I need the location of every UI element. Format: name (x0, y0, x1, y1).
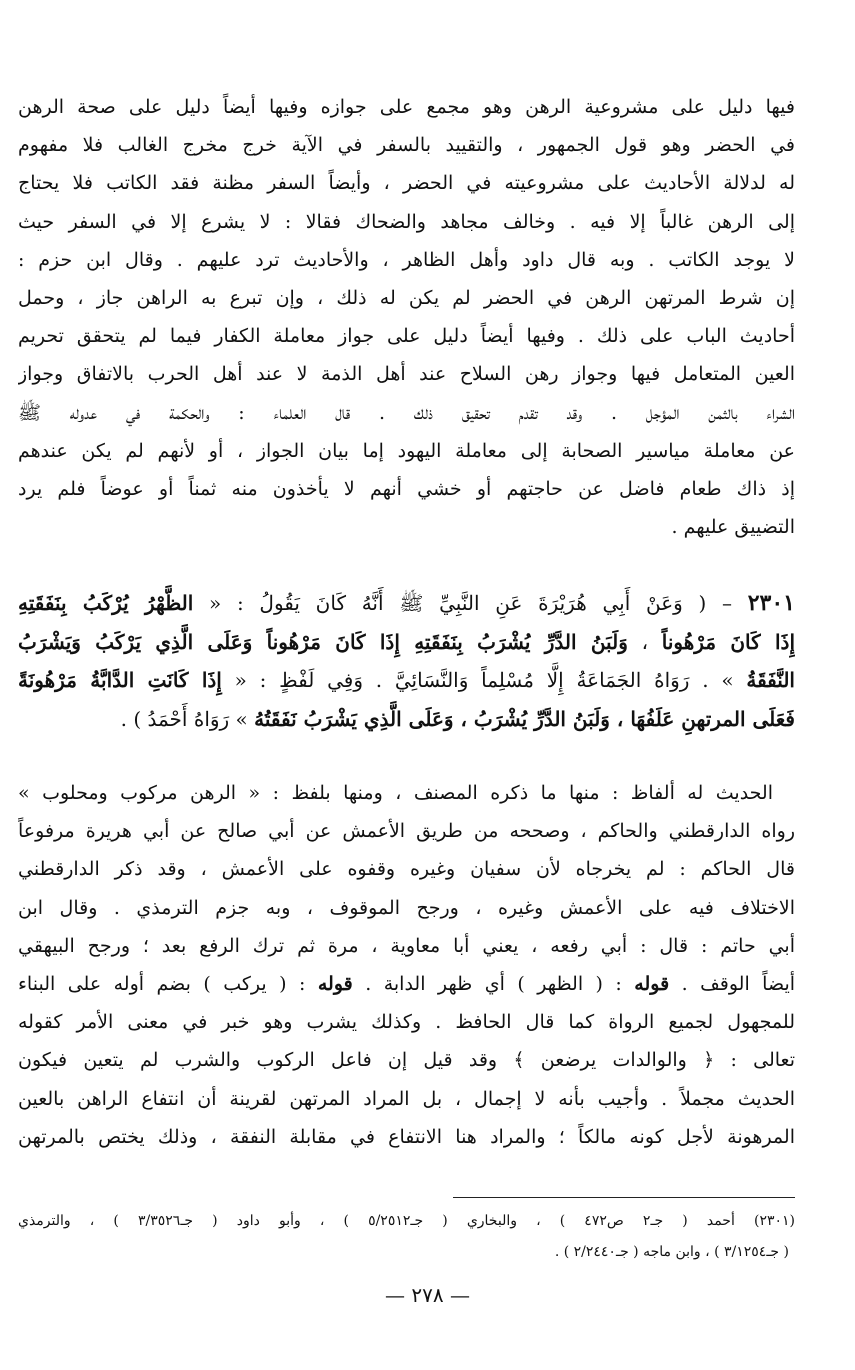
commentary-line: قال الحاكم : لم يخرجاه لأن سفيان وغيره وقفوه على الأعمش ، وقد ذكر الدارقطني (18, 858, 795, 881)
commentary-line: الاختلاف فيه على الأعمش وغيره ، ورجح الموقوف ، وبه جزم الترمذي . وقال ابن (18, 896, 795, 919)
hadith-line (18, 623, 795, 662)
text-line: العين المتعامل فيها وجواز رهن السلاح عند أهل الذمة لا عند أهل الحرب بالاتفاق وجواز (18, 363, 795, 386)
page-number: — ٢٧٨ — (385, 1283, 470, 1307)
hadith-line (18, 584, 795, 623)
footnote-line: (٢٣٠١) أحمد ( جـ٢ ص٤٧٢ ) ، والبخاري ( جـ٥/٢٥١٢ ) ، وأبو داود ( جـ٣/٣٥٢٦ ) ، والترمذي (18, 1213, 795, 1229)
commentary-paragraph (18, 774, 795, 1156)
commentary-text: : ( يركب ) بضم أوله على البناء (18, 973, 318, 996)
text-line: فيها دليل على مشروعية الرهن وهو مجمع على جوازه وفيها أيضاً دليل على صحة الرهن (18, 96, 795, 118)
hadith-matn: وَلَبَنُ الدَّرِّ يُشْرَبُ بِنَفَقَتِهِ إِذَا كَانَ مَرْهُوناً وَعَلَى الَّذِي يَرْكَبُ وَيَشْرَبُ (18, 629, 628, 654)
commentary-text: : ( الظهر ) أي ظهر الدابة . (352, 973, 635, 996)
text-line: عن معاملة مياسير الصحابة إلى معاملة اليهود إما بيان الجواز ، أو لأنهم لم يكن عندهم (18, 439, 795, 462)
hadith-line (18, 661, 795, 700)
text-line: لا يوجد الكاتب . وبه قال داود وأهل الظاهر ، والأحاديث ترد عليهم . وقال ابن حزم : (18, 248, 795, 271)
text-line: الشراء بالثمن المؤجل . وقد تقدم تحقيق ذلك . قال العلماء : والحكمة في عدوله ﷺ (18, 401, 795, 424)
hadith-matn: إِذَا كَانَ مَرْهُوناً (661, 629, 795, 654)
text-line: إن شرط المرتهن الرهن في الحضر لم يكن له ذلك ، وإن تبرع به الراهن جاز ، وحمل (18, 287, 795, 310)
hadith-text: ، (627, 629, 662, 654)
text-line: إلى الرهن غالباً إلا فيه . وخالف مجاهد والضحاك فقالا : لا يشرع إلا في السفر حيث (18, 210, 795, 233)
commentary-line: المرهونة لأجل كونه مالكاً ؛ والمراد هنا الانتفاع في مقابلة النفقة ، وذلك يختص بالمرتهن (18, 1125, 795, 1148)
commentary-line: تعالى : ﴿ والوالدات يرضعن ﴾ وقد قيل إن فاعل الركوب والشرب لم يتعين فيكون (18, 1049, 795, 1072)
footnote-divider (453, 1197, 795, 1198)
text-line: إذ ذاك طعام فاضل عن حاجتهم أو خشي أنهم لا يأخذون منه ثمناً أو عوضاً فلم يرد (18, 478, 795, 501)
hadith-text: » . رَوَاهُ الجَمَاعَةُ إِلَّا مُسْلِماً وَالنَّسَائِيَّ . وَفِي لَفْظٍ : « (221, 668, 747, 692)
hadith-matn: الظَّهْرُ يُرْكَبُ بِنَفَقَتِهِ (18, 591, 194, 615)
text-line: له لدلالة الأحاديث على مشروعيته في الحضر ، وأيضاً السفر مظنة فقد الكاتب فلا يحتاج (18, 172, 795, 195)
hadith-text: – ( وَعَنْ أَبِي هُرَيْرَةَ عَنِ النَّبِيِّ ﷺ أَنَّهُ كَانَ يَقُولُ : « (193, 591, 748, 615)
qawluhu-marker: قوله (634, 973, 670, 996)
commentary-line: أبي حاتم : قال : أبي رفعه ، يعني أبا معاوية ، مرة ثم ترك الرفع بعد ؛ ورجح البيهقي (18, 934, 795, 957)
hadith-text: » رَوَاهُ أَحْمَدُ ) . (120, 706, 255, 731)
qawluhu-marker: قوله (317, 973, 353, 996)
text-line: في الحضر وهو قول الجمهور ، والتقييد بالسفر في الآية خرج مخرج الغالب فلا مفهوم (18, 134, 795, 157)
hadith-line (18, 700, 795, 739)
commentary-line: الحديث له ألفاظ : منها ما ذكره المصنف ، ومنها بلفظ : « الرهن مركوب ومحلوب » (18, 782, 773, 804)
commentary-line: رواه الدارقطني والحاكم ، وصححه من طريق الأعمش عن أبي صالح عن أبي هريرة مرفوعاً (18, 820, 795, 843)
hadith-matn: إِذَا كَانَتِ الدَّابَّةُ مَرْهُونَةً (18, 668, 222, 692)
commentary-text: أيضاً الوقف . (669, 973, 795, 996)
commentary-line: الحديث مجملاً . وأجيب بأنه لا إجمال ، بل المراد المرتهن لقرينة أن انتفاع الراهن بالعين (18, 1087, 795, 1110)
text-line: التضييق عليهم . (671, 516, 795, 539)
text-line: أحاديث الباب على ذلك . وفيها أيضاً دليل على جواز معاملة الكفار فيما لم يتحقق تحريم (18, 325, 795, 348)
main-paragraph (18, 88, 795, 546)
hadith-matn: فَعَلَى المرتهنِ عَلَفُهَا ، وَلَبَنُ الدَّرِّ يُشْرَبُ ، وَعَلَى الَّذِي يَشْرَبُ نَفَقَتُهُ (254, 706, 795, 731)
commentary-line: للمجهول لجميع الرواة كما قال الحافظ . وكذلك يشرب وهو خبر في معنى الأمر كقوله (18, 1011, 795, 1034)
commentary-line (18, 965, 795, 1003)
hadith-block (18, 584, 795, 738)
footnote (18, 1206, 795, 1268)
footnote-line: ( جـ٣/١٢٥٤ ) ، وابن ماجه ( جـ٢/٢٤٤٠ ) . (554, 1244, 789, 1260)
hadith-matn: النَّفَقَةُ (746, 668, 795, 692)
hadith-number: ٢٣٠١ (747, 590, 795, 616)
